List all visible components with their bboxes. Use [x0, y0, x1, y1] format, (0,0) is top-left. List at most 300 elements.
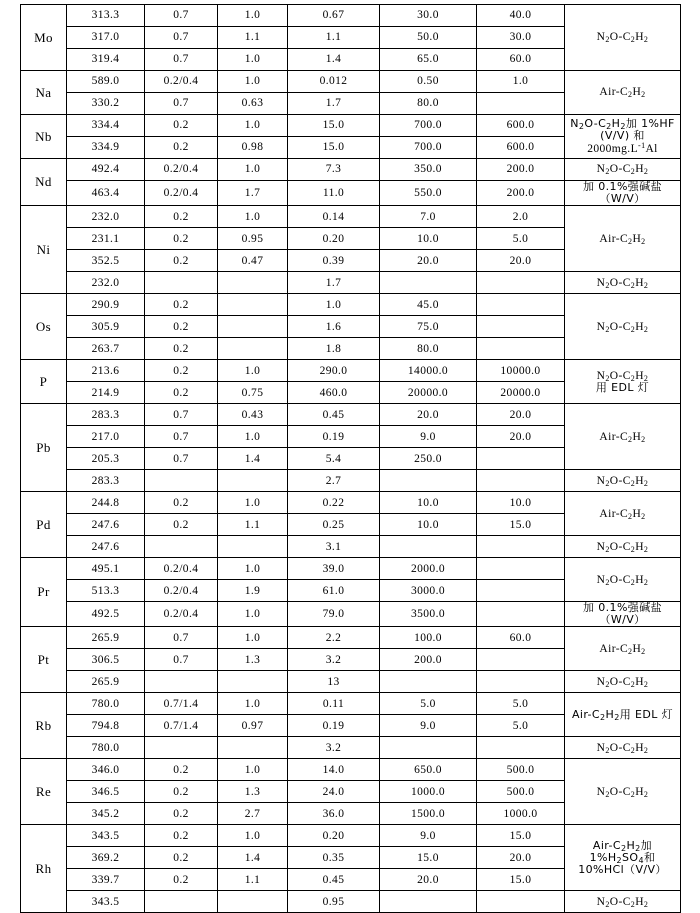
element-symbol: Na: [21, 71, 67, 115]
linear-range-cell: 250.0: [380, 448, 477, 470]
sensitivity-cell: 5.4: [288, 448, 380, 470]
lamp-current-cell: 0.97: [218, 715, 288, 737]
wavelength-cell: 244.8: [67, 492, 145, 514]
lamp-current-cell: 1.0: [218, 159, 288, 181]
conditions-cell: Air-$C_2H_2$: [565, 71, 681, 115]
wavelength-cell: 283.3: [67, 404, 145, 426]
detection-limit-cell: 20.0: [477, 426, 565, 448]
sensitivity-cell: 14.0: [288, 759, 380, 781]
linear-range-cell: 14000.0: [380, 360, 477, 382]
linear-range-cell: 10.0: [380, 228, 477, 250]
linear-range-cell: 9.0: [380, 825, 477, 847]
table-row: [21, 5, 681, 27]
detection-limit-cell: 600.0: [477, 115, 565, 137]
detection-limit-cell: 20.0: [477, 404, 565, 426]
table-row: [21, 181, 681, 206]
detection-limit-cell: [477, 536, 565, 558]
wavelength-cell: 345.2: [67, 803, 145, 825]
wavelength-cell: 334.9: [67, 137, 145, 159]
lamp-current-cell: 1.4: [218, 448, 288, 470]
lamp-current-cell: 0.63: [218, 93, 288, 115]
lamp-current-cell: 1.7: [218, 181, 288, 206]
element-symbol: Pd: [21, 492, 67, 558]
detection-limit-cell: 60.0: [477, 627, 565, 649]
slit-cell: 0.2: [145, 514, 218, 536]
wavelength-cell: 339.7: [67, 869, 145, 891]
sensitivity-cell: 0.95: [288, 891, 380, 913]
detection-limit-cell: 1000.0: [477, 803, 565, 825]
table-body: [21, 5, 681, 913]
conditions-cell: $N_2O-C_2H_2$: [565, 671, 681, 693]
slit-cell: [145, 272, 218, 294]
element-symbol: Re: [21, 759, 67, 825]
wavelength-cell: 290.9: [67, 294, 145, 316]
lamp-current-cell: 1.0: [218, 627, 288, 649]
sensitivity-cell: 36.0: [288, 803, 380, 825]
table-row: [21, 360, 681, 382]
sensitivity-cell: 0.45: [288, 869, 380, 891]
lamp-current-cell: 1.0: [218, 693, 288, 715]
lamp-current-cell: 1.0: [218, 825, 288, 847]
conditions-cell: $N_2O-C_2H_2$: [565, 470, 681, 492]
lamp-current-cell: [218, 272, 288, 294]
linear-range-cell: 10.0: [380, 492, 477, 514]
conditions-cell: Air-$C_2H_2$用 EDL 灯: [565, 693, 681, 737]
linear-range-cell: 650.0: [380, 759, 477, 781]
slit-cell: 0.2: [145, 492, 218, 514]
linear-range-cell: 15.0: [380, 847, 477, 869]
lamp-current-cell: 1.0: [218, 5, 288, 27]
wavelength-cell: 492.5: [67, 602, 145, 627]
wavelength-cell: 369.2: [67, 847, 145, 869]
lamp-current-cell: 1.0: [218, 49, 288, 71]
slit-cell: [145, 737, 218, 759]
sensitivity-cell: 460.0: [288, 382, 380, 404]
linear-range-cell: 75.0: [380, 316, 477, 338]
conditions-cell: $N_2O-C_2H_2$: [565, 891, 681, 913]
lamp-current-cell: 0.95: [218, 228, 288, 250]
linear-range-cell: 20000.0: [380, 382, 477, 404]
detection-limit-cell: 10000.0: [477, 360, 565, 382]
slit-cell: 0.2: [145, 360, 218, 382]
sensitivity-cell: 0.67: [288, 5, 380, 27]
detection-limit-cell: [477, 470, 565, 492]
slit-cell: 0.7: [145, 627, 218, 649]
lamp-current-cell: 1.0: [218, 602, 288, 627]
detection-limit-cell: [477, 338, 565, 360]
sensitivity-cell: 0.14: [288, 206, 380, 228]
conditions-cell: 加 0.1%强碱盐（W/V）: [565, 602, 681, 627]
linear-range-cell: 10.0: [380, 514, 477, 536]
detection-limit-cell: 5.0: [477, 228, 565, 250]
conditions-cell: $N_2O-C_2H_2$: [565, 737, 681, 759]
wavelength-cell: 343.5: [67, 825, 145, 847]
table-row: [21, 536, 681, 558]
element-symbol: Pb: [21, 404, 67, 492]
element-symbol: Nd: [21, 159, 67, 206]
linear-range-cell: 700.0: [380, 115, 477, 137]
lamp-current-cell: 1.3: [218, 781, 288, 803]
slit-cell: 0.2: [145, 250, 218, 272]
lamp-current-cell: 1.0: [218, 71, 288, 93]
lamp-current-cell: 1.1: [218, 869, 288, 891]
lamp-current-cell: 1.0: [218, 360, 288, 382]
slit-cell: 0.2: [145, 803, 218, 825]
wavelength-cell: 247.6: [67, 536, 145, 558]
wavelength-cell: 317.0: [67, 27, 145, 49]
conditions-cell: Air-$C_2H_2$: [565, 404, 681, 470]
linear-range-cell: 9.0: [380, 426, 477, 448]
table-row: [21, 492, 681, 514]
sensitivity-cell: 2.2: [288, 627, 380, 649]
wavelength-cell: 305.9: [67, 316, 145, 338]
detection-limit-cell: [477, 891, 565, 913]
detection-limit-cell: 20000.0: [477, 382, 565, 404]
wavelength-cell: 492.4: [67, 159, 145, 181]
detection-limit-cell: 40.0: [477, 5, 565, 27]
slit-cell: 0.7: [145, 5, 218, 27]
table-row: [21, 759, 681, 781]
lamp-current-cell: [218, 737, 288, 759]
slit-cell: 0.2: [145, 137, 218, 159]
sensitivity-cell: 11.0: [288, 181, 380, 206]
linear-range-cell: 550.0: [380, 181, 477, 206]
linear-range-cell: 9.0: [380, 715, 477, 737]
wavelength-cell: 589.0: [67, 71, 145, 93]
detection-limit-cell: 60.0: [477, 49, 565, 71]
wavelength-cell: 780.0: [67, 693, 145, 715]
detection-limit-cell: [477, 671, 565, 693]
sensitivity-cell: 39.0: [288, 558, 380, 580]
document-page: [0, 4, 700, 909]
sensitivity-cell: 1.7: [288, 272, 380, 294]
detection-limit-cell: [477, 272, 565, 294]
slit-cell: 0.2: [145, 316, 218, 338]
wavelength-cell: 319.4: [67, 49, 145, 71]
slit-cell: 0.2: [145, 115, 218, 137]
sensitivity-cell: 1.1: [288, 27, 380, 49]
lamp-current-cell: [218, 671, 288, 693]
linear-range-cell: 350.0: [380, 159, 477, 181]
lamp-current-cell: 1.0: [218, 759, 288, 781]
lamp-current-cell: 1.1: [218, 27, 288, 49]
linear-range-cell: 20.0: [380, 250, 477, 272]
sensitivity-cell: 24.0: [288, 781, 380, 803]
linear-range-cell: 3500.0: [380, 602, 477, 627]
wavelength-cell: 231.1: [67, 228, 145, 250]
detection-limit-cell: [477, 737, 565, 759]
slit-cell: 0.7: [145, 448, 218, 470]
sensitivity-cell: 15.0: [288, 115, 380, 137]
slit-cell: 0.2/0.4: [145, 602, 218, 627]
conditions-cell: Air-$C_2H_2$: [565, 206, 681, 272]
element-symbol: Rb: [21, 693, 67, 759]
table-row: [21, 602, 681, 627]
detection-limit-cell: [477, 93, 565, 115]
sensitivity-cell: 0.39: [288, 250, 380, 272]
slit-cell: 0.2/0.4: [145, 71, 218, 93]
detection-limit-cell: 5.0: [477, 693, 565, 715]
lamp-current-cell: 1.0: [218, 426, 288, 448]
detection-limit-cell: 600.0: [477, 137, 565, 159]
wavelength-cell: 794.8: [67, 715, 145, 737]
element-symbol: Ni: [21, 206, 67, 294]
sensitivity-cell: 61.0: [288, 580, 380, 602]
slit-cell: [145, 536, 218, 558]
wavelength-cell: 263.7: [67, 338, 145, 360]
lamp-current-cell: [218, 536, 288, 558]
conditions-cell: $N_2O-C_2H_2$: [565, 159, 681, 181]
detection-limit-cell: 200.0: [477, 159, 565, 181]
slit-cell: 0.2: [145, 294, 218, 316]
detection-limit-cell: [477, 448, 565, 470]
detection-limit-cell: 500.0: [477, 781, 565, 803]
conditions-cell: 加 0.1%强碱盐（W/V）: [565, 181, 681, 206]
table-row: [21, 294, 681, 316]
linear-range-cell: [380, 671, 477, 693]
slit-cell: 0.2/0.4: [145, 558, 218, 580]
lamp-current-cell: 1.0: [218, 558, 288, 580]
sensitivity-cell: 79.0: [288, 602, 380, 627]
slit-cell: 0.7/1.4: [145, 693, 218, 715]
linear-range-cell: 50.0: [380, 27, 477, 49]
slit-cell: 0.2: [145, 228, 218, 250]
element-symbol: Pr: [21, 558, 67, 627]
slit-cell: 0.2: [145, 847, 218, 869]
detection-limit-cell: [477, 558, 565, 580]
table-row: [21, 71, 681, 93]
slit-cell: 0.7: [145, 426, 218, 448]
wavelength-cell: 232.0: [67, 272, 145, 294]
aas-parameters-table: [20, 4, 681, 913]
wavelength-cell: 495.1: [67, 558, 145, 580]
slit-cell: 0.2/0.4: [145, 159, 218, 181]
lamp-current-cell: 1.4: [218, 847, 288, 869]
wavelength-cell: 217.0: [67, 426, 145, 448]
conditions-cell: Air-$C_2H_2$加 $1\%H_2SO_4$和 10%HCl（V/V）: [565, 825, 681, 891]
element-symbol: Nb: [21, 115, 67, 159]
lamp-current-cell: [218, 294, 288, 316]
detection-limit-cell: [477, 294, 565, 316]
slit-cell: 0.2: [145, 825, 218, 847]
slit-cell: 0.7: [145, 93, 218, 115]
wavelength-cell: 205.3: [67, 448, 145, 470]
conditions-cell: $N_2O-C_2H_2$: [565, 558, 681, 602]
detection-limit-cell: [477, 649, 565, 671]
slit-cell: 0.7: [145, 27, 218, 49]
sensitivity-cell: 0.25: [288, 514, 380, 536]
slit-cell: 0.2: [145, 759, 218, 781]
table-row: [21, 404, 681, 426]
linear-range-cell: 700.0: [380, 137, 477, 159]
linear-range-cell: 7.0: [380, 206, 477, 228]
sensitivity-cell: 1.4: [288, 49, 380, 71]
wavelength-cell: 247.6: [67, 514, 145, 536]
lamp-current-cell: 1.1: [218, 514, 288, 536]
table-row: [21, 115, 681, 137]
wavelength-cell: 313.3: [67, 5, 145, 27]
element-symbol: P: [21, 360, 67, 404]
table-row: [21, 272, 681, 294]
detection-limit-cell: 500.0: [477, 759, 565, 781]
conditions-cell: $N_2O-C_2H_2$: [565, 759, 681, 825]
slit-cell: 0.2: [145, 781, 218, 803]
linear-range-cell: [380, 272, 477, 294]
wavelength-cell: 265.9: [67, 627, 145, 649]
linear-range-cell: [380, 536, 477, 558]
detection-limit-cell: [477, 602, 565, 627]
wavelength-cell: 283.3: [67, 470, 145, 492]
linear-range-cell: 1000.0: [380, 781, 477, 803]
linear-range-cell: 0.50: [380, 71, 477, 93]
slit-cell: 0.7: [145, 649, 218, 671]
slit-cell: 0.7/1.4: [145, 715, 218, 737]
wavelength-cell: 780.0: [67, 737, 145, 759]
detection-limit-cell: 1.0: [477, 71, 565, 93]
sensitivity-cell: 0.20: [288, 825, 380, 847]
slit-cell: 0.2: [145, 206, 218, 228]
detection-limit-cell: 15.0: [477, 514, 565, 536]
table-row: [21, 737, 681, 759]
table-row: [21, 671, 681, 693]
conditions-cell: $N_2O-C_2H_2$: [565, 5, 681, 71]
sensitivity-cell: 15.0: [288, 137, 380, 159]
sensitivity-cell: 1.6: [288, 316, 380, 338]
linear-range-cell: 5.0: [380, 693, 477, 715]
sensitivity-cell: 13: [288, 671, 380, 693]
sensitivity-cell: 7.3: [288, 159, 380, 181]
element-symbol: Pt: [21, 627, 67, 693]
slit-cell: 0.2: [145, 382, 218, 404]
slit-cell: [145, 891, 218, 913]
sensitivity-cell: 0.11: [288, 693, 380, 715]
conditions-cell: $N_2O-C_2H_2$: [565, 536, 681, 558]
sensitivity-cell: 290.0: [288, 360, 380, 382]
lamp-current-cell: 2.7: [218, 803, 288, 825]
wavelength-cell: 343.5: [67, 891, 145, 913]
lamp-current-cell: [218, 470, 288, 492]
lamp-current-cell: [218, 316, 288, 338]
lamp-current-cell: 1.3: [218, 649, 288, 671]
detection-limit-cell: 5.0: [477, 715, 565, 737]
linear-range-cell: 30.0: [380, 5, 477, 27]
wavelength-cell: 330.2: [67, 93, 145, 115]
lamp-current-cell: 0.43: [218, 404, 288, 426]
element-symbol: Os: [21, 294, 67, 360]
sensitivity-cell: 0.012: [288, 71, 380, 93]
detection-limit-cell: [477, 316, 565, 338]
wavelength-cell: 463.4: [67, 181, 145, 206]
detection-limit-cell: [477, 580, 565, 602]
linear-range-cell: 3000.0: [380, 580, 477, 602]
sensitivity-cell: 0.35: [288, 847, 380, 869]
conditions-cell: $N_2O-C_2H_2$: [565, 272, 681, 294]
slit-cell: 0.7: [145, 404, 218, 426]
lamp-current-cell: 1.0: [218, 492, 288, 514]
sensitivity-cell: 0.20: [288, 228, 380, 250]
lamp-current-cell: 0.47: [218, 250, 288, 272]
linear-range-cell: 65.0: [380, 49, 477, 71]
slit-cell: [145, 671, 218, 693]
table-row: [21, 825, 681, 847]
linear-range-cell: [380, 470, 477, 492]
conditions-cell: $N_2O-C_2H_2$ 用 EDL 灯: [565, 360, 681, 404]
conditions-cell: Air-$C_2H_2$: [565, 627, 681, 671]
element-symbol: Rh: [21, 825, 67, 913]
conditions-cell: Air-$C_2H_2$: [565, 492, 681, 536]
lamp-current-cell: 1.9: [218, 580, 288, 602]
wavelength-cell: 513.3: [67, 580, 145, 602]
detection-limit-cell: 30.0: [477, 27, 565, 49]
wavelength-cell: 352.5: [67, 250, 145, 272]
linear-range-cell: 80.0: [380, 338, 477, 360]
slit-cell: 0.7: [145, 49, 218, 71]
lamp-current-cell: 0.75: [218, 382, 288, 404]
sensitivity-cell: 0.19: [288, 426, 380, 448]
sensitivity-cell: 1.8: [288, 338, 380, 360]
detection-limit-cell: 200.0: [477, 181, 565, 206]
wavelength-cell: 213.6: [67, 360, 145, 382]
linear-range-cell: 200.0: [380, 649, 477, 671]
sensitivity-cell: 0.19: [288, 715, 380, 737]
linear-range-cell: 80.0: [380, 93, 477, 115]
lamp-current-cell: 1.0: [218, 115, 288, 137]
linear-range-cell: 2000.0: [380, 558, 477, 580]
linear-range-cell: 45.0: [380, 294, 477, 316]
table-row: [21, 891, 681, 913]
linear-range-cell: 1500.0: [380, 803, 477, 825]
detection-limit-cell: 15.0: [477, 825, 565, 847]
slit-cell: 0.2/0.4: [145, 580, 218, 602]
detection-limit-cell: 20.0: [477, 847, 565, 869]
lamp-current-cell: [218, 891, 288, 913]
sensitivity-cell: 2.7: [288, 470, 380, 492]
linear-range-cell: 20.0: [380, 869, 477, 891]
sensitivity-cell: 1.0: [288, 294, 380, 316]
slit-cell: 0.2: [145, 869, 218, 891]
detection-limit-cell: 2.0: [477, 206, 565, 228]
wavelength-cell: 214.9: [67, 382, 145, 404]
sensitivity-cell: 0.45: [288, 404, 380, 426]
wavelength-cell: 265.9: [67, 671, 145, 693]
linear-range-cell: 100.0: [380, 627, 477, 649]
wavelength-cell: 306.5: [67, 649, 145, 671]
slit-cell: [145, 470, 218, 492]
lamp-current-cell: 0.98: [218, 137, 288, 159]
wavelength-cell: 346.0: [67, 759, 145, 781]
sensitivity-cell: 3.2: [288, 737, 380, 759]
sensitivity-cell: 3.1: [288, 536, 380, 558]
table-row: [21, 558, 681, 580]
detection-limit-cell: 20.0: [477, 250, 565, 272]
table-row: [21, 693, 681, 715]
slit-cell: 0.2/0.4: [145, 181, 218, 206]
table-row: [21, 159, 681, 181]
lamp-current-cell: [218, 338, 288, 360]
lamp-current-cell: 1.0: [218, 206, 288, 228]
conditions-cell: $N_2O-C_2H_2$加 1%HF (V/V) 和 $2000mg.L^{-1}Al$: [565, 115, 681, 159]
table-row: [21, 470, 681, 492]
linear-range-cell: [380, 737, 477, 759]
element-symbol: Mo: [21, 5, 67, 71]
table-row: [21, 206, 681, 228]
slit-cell: 0.2: [145, 338, 218, 360]
sensitivity-cell: 0.22: [288, 492, 380, 514]
conditions-cell: $N_2O-C_2H_2$: [565, 294, 681, 360]
detection-limit-cell: 10.0: [477, 492, 565, 514]
wavelength-cell: 346.5: [67, 781, 145, 803]
linear-range-cell: [380, 891, 477, 913]
